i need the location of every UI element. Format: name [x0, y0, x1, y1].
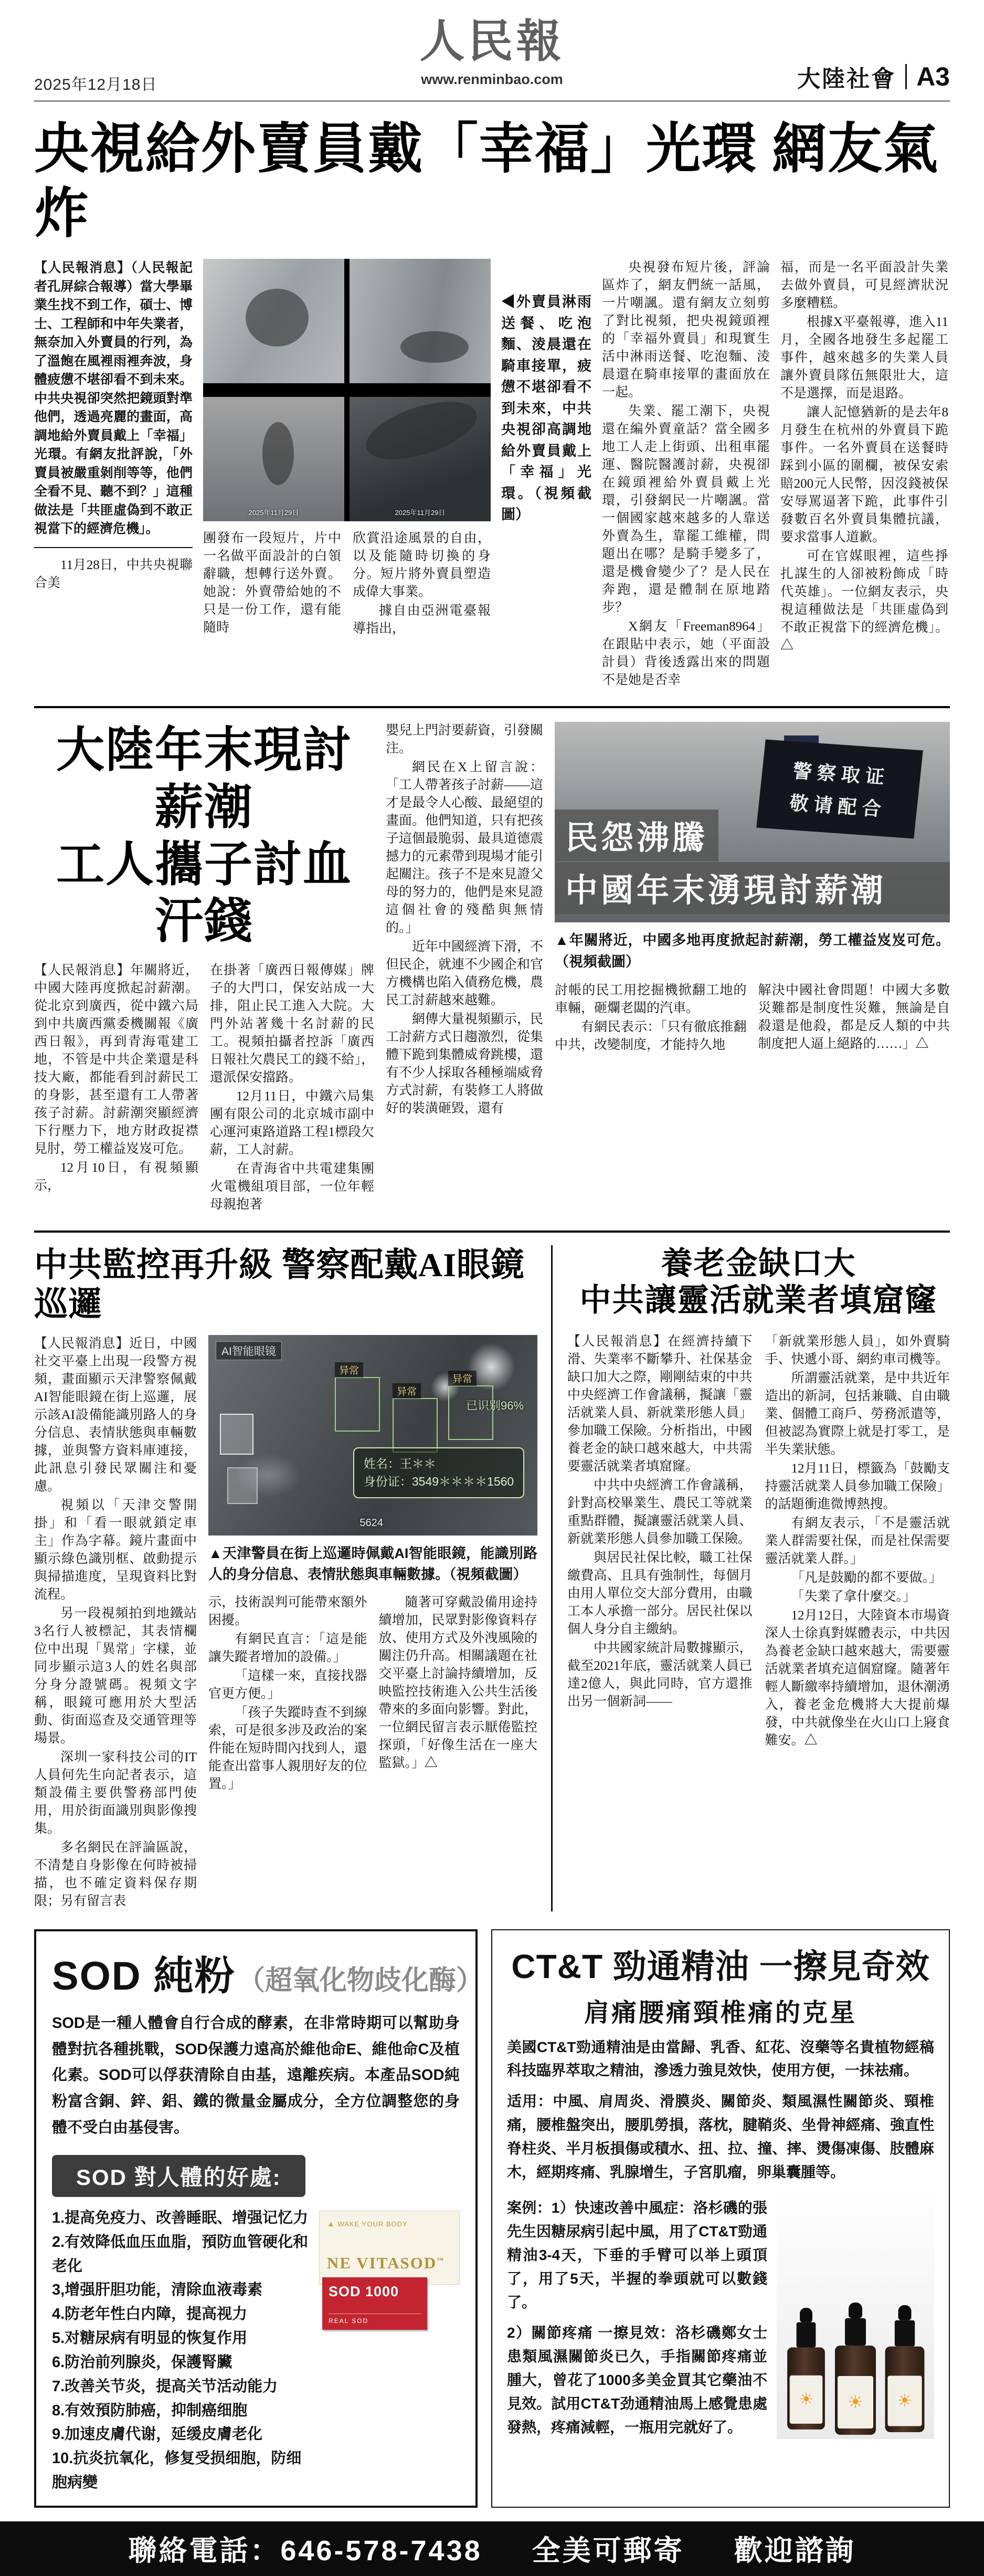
oil-bottle — [884, 2305, 926, 2432]
article1-lead: 【人民報消息】（人民報記者孔屏綜合報導）當大學畢業生找不到工作，碩士、博士、工程師和中年失業者，無奈加入外賣員的行列，為了溫飽在風裡雨裡奔波，身體疲憊不堪卻看不到未來。中共央視卻突然把鏡頭對準他們，透過亮麗的畫面，高調地給外賣員戴上「幸福」光環。有網友批評說，「外賣員被嚴重剝削等等，他們全看不見、聽不到？」這種做法是「共匪虛偽到不敢正視當下的經濟危機」。 — [34, 260, 193, 537]
article4-headline-line2: 中共讓靈活就業者填窟窿 — [579, 1283, 938, 1318]
paragraph: 根據X平臺報導，進入11月，全國各地發生多起罷工事件，越來越多的失業人員讓外賣員隊伍無限壯大，這不是選擇，而是退路。 — [780, 315, 948, 401]
paragraph: 12月11日，標籤為「鼓勵支持靈活就業人員參加職工保險」的話題衝進微博熱搜。 — [765, 1462, 950, 1512]
footer-consult: 歡迎諮詢 — [734, 2535, 856, 2567]
page-number: A3 — [916, 62, 950, 91]
article4-column1 — [567, 1333, 753, 1751]
paragraph: 解決中國社會問題！中國大多數災難都是制度性災難，無論是自殺還是他殺，都是反人類的中共制度把人逼上絕路的……」△ — [758, 983, 950, 1052]
ai-glasses-label: AI智能眼镜 — [216, 1341, 282, 1360]
article1-image-block — [203, 259, 491, 690]
bottle-cap — [895, 2320, 915, 2347]
article4-headline-line1: 養老金缺口大 — [661, 1246, 856, 1281]
bottle-label — [790, 2375, 823, 2424]
sod-intro: SOD是一種人體會自行合成的酵素，在非常時期可以幫助身體對抗各種挑戰，SOD保護力遠高於維他命E、維他命C及植化素。SOD可以俘获清除自由基，遠離疾病。本產品SOD純粉富含銅、鋅、鋁、鐵的微量金屬成分，全方位調整您的身體不受白由基侵害。 — [52, 2014, 460, 2137]
brand-name-text: NE VITASOD — [327, 2254, 437, 2273]
paragraph: 10.抗炎抗氧化，修复受损细胞，防细胞病變 — [52, 2450, 302, 2491]
nevitasod-box — [319, 2211, 460, 2285]
identity-name: 姓名：王＊＊ — [363, 1456, 436, 1470]
paragraph: 失業、罷工潮下，央視還在編外賣童話？當全國多地工人走上街頭、出租車罷運、醫院醫護討薪，央視卻在鏡頭裡給外賣員戴上光環，引發網民一片嘲諷。當一個國家越來越多的人靠送外賣為生，靠罷工維權，問題出在哪？是騎手變多了，還是機會變少了？是人民在奔跑，還是體制在原地踏步？ — [602, 404, 770, 615]
photo-blob — [400, 331, 469, 363]
articles-3-4-row — [34, 1233, 950, 1929]
paragraph: 7.改善关节炎，提高关节活动能力 — [52, 2378, 278, 2395]
header-rule — [34, 100, 950, 102]
photo-rider-traffic — [203, 397, 344, 521]
ctt-usage-text: 中風、肩周炎、滑膜炎、關節炎、類風濕性關節炎、頸椎痛，腰椎盤突出，腰肌勞損，落枕，腱鞘炎、坐骨神經痛、強直性脊柱炎、半月板損傷或積水、扭、拉、撞、摔、燙傷凍傷、肢體麻木，經期疼痛、乳腺增生，子宮肌瘤，卵巢囊腫等。 — [507, 2093, 934, 2180]
paragraph: X網友「Freeman8964」在跟貼中表示，她（平面設計員）背後透露出來的問題不是她是否幸 — [602, 619, 770, 688]
oil-bottle — [786, 2308, 826, 2430]
red-package-sub: REAL SOD — [329, 2314, 421, 2325]
paragraph: 3,增强肝胆功能，清除血液毒素 — [52, 2281, 263, 2299]
advertisement-row — [34, 1929, 950, 2508]
paragraph: 12月10日，有視頻顯示， — [34, 1160, 198, 1193]
abnormal-tag: 异常 — [335, 1362, 363, 1378]
photo-overlay-title2: 中國年末湧現討薪潮 — [555, 862, 950, 914]
paragraph: 與居民社保比較，職工社保繳費高、且具有強制性，每個月由用人單位交大部分費用，由職工本人承擔一部分。居民社保以個人身分自主繳納。 — [567, 1551, 753, 1637]
ctt-subtitle: 肩痛腰痛頸椎痛的克星 — [584, 1999, 857, 2027]
article3-headline: 中共監控再升級 警察配戴AI眼鏡巡邏 — [34, 1246, 525, 1323]
banner-line2: 敬请配合 — [788, 792, 887, 821]
police-evidence-banner — [756, 740, 923, 839]
paragraph: 示，技術誤判可能帶來額外困擾。 — [208, 1595, 367, 1627]
paragraph: 9.加速皮膚代谢，延缓皮膚老化 — [52, 2426, 263, 2443]
sod-title: SOD 純粉 — [52, 1953, 236, 1999]
website-url: www.renminbao.com — [411, 71, 573, 88]
paragraph: 「孩子失蹤時查不到線索，可是很多涉及政治的案件能在短時間內找到人，還能查出當事人親朋好友的位置。」 — [208, 1705, 367, 1791]
brand-tagline — [327, 2220, 452, 2228]
paragraph: 團發布一段短片，片中一名做平面設計的白領辭職，想轉行送外賣。她說：外賣帶給她的不只是一份工作，還有能隨時 — [203, 531, 341, 635]
article1-under-image-columns — [203, 530, 491, 639]
article3-under-columns — [208, 1594, 537, 1794]
sun-logo-icon: ☀ — [897, 2392, 913, 2411]
paragraph: 多名網民在評論區說，不清楚自身影像在何時被掃描，也不確定資料保存期限；另有留言表 — [34, 1840, 197, 1908]
article1-under-left — [203, 530, 341, 639]
paragraph: 央視發布短片後，評論區炸了，網友們統一話風，一片嘲諷。還有網友立刻剪了對比視頻，把央視鏡頭裡的「幸福外賣員」和現實生活中淋雨送餐、吃泡麵、淩晨還在騎車接單的畫面放在一起。 — [602, 260, 770, 400]
photo-rider-fallen — [350, 259, 491, 383]
ctt-case2: 2）關節疼痛 一擦見效：洛杉磯鄭女士患類風濕關節炎已久，手指關節疼痛並腫大，曾花了1000多美金買其它藥油不見效。試用CT&T劲通精油馬上感覺患處發熱，疼痛減輕，一瓶用完就好了。 — [507, 2325, 767, 2435]
photo-blob — [262, 422, 294, 485]
photo-blob — [359, 397, 483, 471]
paragraph: 據自由亞洲電臺報導指出， — [353, 604, 491, 636]
sod-product-images — [319, 2206, 460, 2495]
paragraph: 近年中國經濟下滑，不但民企，就連不少國企和官方機構也陷入債務危機，農民工討薪越來越難。 — [386, 940, 544, 1008]
paragraph: 中共國家統計局數據顯示，截至2021年底，靈活就業人員已達2億人，與此同時，官方還推出另一個新詞—— — [567, 1641, 753, 1709]
paragraph: 視頻以「天津交警開掛」和「看一眼就鎖定車主」作為字幕。鏡片畫面中顯示綠色識別框、啟動提示與掃描進度，呈現資料比對流程。 — [34, 1498, 197, 1602]
paragraph: 所謂靈活就業，是中共近年造出的新詞，包括兼職、自由職業、個體工商戶、勞務派遣等，但被認為實際上就是打零工，是半失業狀態。 — [765, 1371, 950, 1457]
paragraph: 8.有效預防肺癌，抑制癌细胞 — [52, 2402, 248, 2419]
sod-advertisement — [34, 1929, 483, 2508]
article2-left-columns — [34, 962, 374, 1215]
oil-bottle — [833, 2302, 877, 2435]
article1-column5 — [780, 259, 948, 690]
wage-protest-photo — [555, 722, 950, 922]
article2-under-left — [555, 982, 747, 1055]
surveillance-topbar — [216, 1341, 530, 1360]
article2-right — [555, 722, 950, 1214]
article3-body — [34, 1335, 537, 1911]
photo-bridge-night — [350, 397, 491, 521]
dropper-icon — [849, 2302, 862, 2318]
article1-headline: 央視給外賣員戴「幸福」光環 網友氣炸 — [34, 119, 939, 244]
paragraph: 有網民直言：「這是能讓失蹤者增加的設備。」 — [208, 1632, 367, 1664]
paragraph: 【人民報消息】年關將近，中國大陸再度掀起討薪潮。從北京到廣西，從中鐵六局到中共廣西黨委機關報《廣西日報》，再到青海電建工地，不管是中共企業還是科技大廠，都能看到討薪民工的身影，甚至還有工人帶著孩子討薪。討薪潮突顯經濟下行壓力下，地方財政捉襟見肘，勞工權益岌岌可危。 — [34, 963, 198, 1156]
article3-column3 — [379, 1594, 538, 1794]
article1-column4 — [602, 259, 770, 690]
face-frame — [220, 1414, 253, 1455]
sun-logo-icon: ☀ — [798, 2391, 814, 2409]
masthead-logo: 人民報 — [419, 16, 565, 67]
banner-line1: 警察取证 — [791, 760, 891, 788]
article1-body — [34, 259, 950, 708]
article1-column1 — [34, 259, 193, 690]
article1-photo-caption: ◀外賣員淋雨送餐、吃泡麵、淩晨還在騎車接單，疲憊不堪卻看不到未來，中共央視卻高調地給外賣員戴上「幸福」光環。（視頻截圖） — [501, 294, 591, 523]
ctt-cases — [507, 2189, 767, 2439]
paragraph: 4.防老年性白内障，提高视力 — [52, 2306, 248, 2323]
photo-rider-flood — [203, 259, 344, 383]
paragraph: 討帳的民工用挖掘機掀翻工地的車輛，砸爛老闆的汽車。 — [555, 983, 747, 1016]
section-divider — [905, 64, 907, 89]
article4-headline — [567, 1245, 950, 1320]
ctt-case1 — [507, 2196, 767, 2314]
article2-column1 — [34, 962, 198, 1215]
article2-photo-caption: ▲年關將近，中國多地再度掀起討薪潮，勞工權益岌岌可危。（視頻截圖） — [555, 932, 950, 970]
paragraph: 網民在X上留言說：「工人帶著孩子討薪——這才是最令人心酸、最絕望的畫面。他們知道，只有把孩子這個最脆弱、最具道德震撼力的元素帶到現場才能引起關注。孩子不是來見證父母的努力的，他們是來見證這個社會的殘酷與無情的。」 — [386, 760, 544, 935]
article2-left — [34, 722, 374, 1214]
identity-id: 身份证：3549＊＊＊＊1560 — [363, 1475, 514, 1489]
ctt-usage — [507, 2090, 934, 2184]
abnormal-tag: 异常 — [393, 1383, 421, 1399]
ctt-case1-text: 1）快速改善中風症：洛杉磯的張先生因糖尿病引起中風，用了CT&T勁通精油3-4天，下垂的手臂可以举上頭頂了，用了5天，半握的拳頭就可以數錢了。 — [507, 2200, 767, 2310]
paragraph: 「凡是鼓勵的都不要做。」 — [791, 1571, 943, 1585]
recognized-percent-label: 已识别96% — [465, 1399, 524, 1412]
paragraph: 1.提高免疫力、改善睡眠、增强记忆力 — [52, 2210, 309, 2227]
ctt-usage-label: 适用： — [507, 2093, 553, 2110]
article2-headline-line1: 大陸年末現討薪潮 — [56, 723, 352, 834]
paragraph: 在掛著「廣西日報傳媒」牌子的大門口，保安站成一大排，阻止民工進入大院。大門外站著幾十名討薪的民工。視頻拍攝者控訴「廣西日報社欠農民工的錢不給」，還派保安擋路。 — [210, 963, 374, 1085]
oil-bottles-photo — [777, 2189, 934, 2439]
paragraph: 6.防治前列腺炎，保護腎臟 — [52, 2353, 232, 2371]
section-box — [797, 60, 950, 93]
article2-under-columns — [555, 982, 950, 1055]
scan-box — [448, 1373, 493, 1440]
sod-benefits-title: SOD 對人體的好處: — [52, 2155, 305, 2197]
ctt-case-row — [507, 2189, 934, 2439]
sod-title-row — [52, 1944, 483, 2001]
section-name: 大陸社會 — [797, 66, 896, 92]
brand-tagline-text: WAKE YOUR BODY — [337, 2220, 408, 2228]
face-frame — [227, 1467, 258, 1504]
footer-phone: 聯絡電話：646-578-7438 — [128, 2535, 482, 2567]
trademark-symbol: ™ — [437, 2256, 445, 2264]
paragraph: 嬰兒上門討要薪資，引發關注。 — [386, 723, 544, 756]
contact-footer — [0, 2521, 984, 2576]
brand-name — [327, 2254, 452, 2273]
ai-glasses-surveillance-photo — [208, 1335, 537, 1536]
surveillance-code: 5624 — [359, 1517, 383, 1529]
photo-overlay-title1: 民怨沸騰 — [555, 809, 718, 861]
sod-benefits-list — [52, 2206, 309, 2495]
ctt-advertisement — [491, 1929, 950, 2508]
article2-under-right — [758, 982, 950, 1055]
ctt-intro: 美國CT&T勁通精油是由當歸、乳香、紅花、沒藥等名貴植物經稿科技臨界萃取之精油，滲透力強見效快，使用方便，一抹祛痛。 — [507, 2038, 934, 2079]
ctt-title: CT&T 勁通精油 一擦見奇效 — [511, 1947, 930, 1985]
dropper-icon — [898, 2305, 912, 2320]
bottle-label — [887, 2376, 922, 2426]
red-package-name: SOD 1000 — [329, 2284, 399, 2300]
photo-blob — [246, 289, 309, 346]
paragraph: 有網民表示：「只有徹底推翻中共，改變制度，才能持久地 — [555, 1020, 747, 1053]
photo-date-label: 2025年11月29日 — [395, 509, 446, 517]
bottle-cap — [797, 2322, 816, 2348]
column-rule — [34, 547, 193, 548]
article4-column2 — [765, 1333, 950, 1751]
scan-box — [335, 1365, 380, 1432]
paragraph: 有網友表示，「不是靈活就業人群需要社保，而是社保需要靈活就業人群。」 — [765, 1516, 950, 1566]
issue-date: 2025年12月18日 — [34, 76, 157, 93]
sod-title-paren: （超氧化物歧化酶） — [237, 1965, 483, 1996]
paragraph: 「失業了拿什麼交。」 — [791, 1590, 916, 1604]
article2-column3 — [386, 722, 543, 1214]
paragraph: 「這樣一來，直接找器官更方便。」 — [208, 1668, 367, 1701]
photo-date-label: 2025年11月29日 — [248, 509, 299, 517]
paragraph: 在青海省中共電建集團火電機組項目部，一位年輕母親抱著 — [210, 1161, 374, 1212]
article2 — [34, 708, 950, 1232]
paragraph: 【人民報消息】在經濟持續下滑、失業率不斷攀升、社保基金缺口加大之際，剛剛結束的中共中央經濟工作會議稱，擬讓「靈活就業人員、新就業形態人員」參加職工保險。分析指出，中國養老金的缺口越來越大，中共需要靈活就業者填窟窿。 — [567, 1334, 753, 1474]
sod-content-row — [52, 2206, 460, 2495]
article3-column1 — [34, 1335, 197, 1911]
article2-headline — [34, 722, 374, 950]
article4 — [551, 1245, 950, 1911]
article2-column2 — [210, 962, 374, 1215]
paragraph: 11月28日，中共央視聯合美 — [34, 558, 193, 590]
article3-right — [208, 1335, 537, 1911]
bottle-body — [787, 2348, 825, 2430]
paragraph: 「新就業形態人員」，如外賣騎手、快遞小哥、網約車司機等。 — [765, 1334, 950, 1367]
article3-photo-caption: ▲天津警員在街上巡邏時佩戴AI智能眼鏡，能識別路人的身分信息、表情狀態與車輛數據。（視頻截圖） — [208, 1545, 537, 1583]
paragraph: 福，而是一名平面設計失業去做外賣員，可見經濟狀況多麼糟糕。 — [780, 260, 948, 311]
paragraph: 可在官媒眼裡，這些掙扎謀生的人卻被粉飾成「時代英雄」。一位網友表示，央視這種做法是「共匪虛偽到不敢正視當下的經濟危機」。△ — [780, 549, 948, 653]
bottle-cap — [845, 2318, 866, 2346]
paragraph: 12月12日，大陸資本市場資深人士徐真對媒體表示，中共因為養老金缺口越來越大，需要靈活就業者填充這個窟窿。隨著年輕人斷繳率持續增加，退休潮湧入，養老金危機將大大提前爆發，中共就像坐在火山口上寢食難安。△ — [765, 1608, 950, 1748]
article2-headline-line2: 工人攜子討血汗錢 — [56, 837, 352, 949]
paragraph: 深圳一家科技公司的IT人員何先生向記者表示，這類設備主要供警務部門使用，用於街面識別與影像搜集。 — [34, 1750, 197, 1836]
footer-mail: 全美可郵寄 — [532, 2535, 684, 2567]
page-header — [0, 0, 984, 114]
sod-red-package — [322, 2277, 427, 2330]
masthead — [411, 16, 573, 88]
paragraph: 隨著可穿戴設備用途持續增加，民眾對影像資料存放、使用方式及外洩風險的關注仍升高。相關議題在社交平臺上討論持續增加，反映監控技術進入公共生活後帶來的多面向影響。對此，一位網民留言表示厭倦監控探頭，「好像生活在一座大監獄。」△ — [378, 1595, 537, 1770]
paragraph: 讓人記憶猶新的是去年8月發生在杭州的外賣員下跪事件。一名外賣員在送餐時踩到小區的圍欄，被保安索賠200元人民幣，因沒錢被保安辱罵逼著下跪，此事件引發數百名外賣員集體抗議，要求當事人道歉。 — [780, 405, 948, 545]
article4-columns — [567, 1333, 950, 1751]
paragraph: 中共中央經濟工作會議稱，針對高校畢業生、農民工等就業重點群體，擬讓靈活就業人員、新就業形態人員參加職工保險。 — [567, 1478, 753, 1547]
paragraph: 網傳大量視頻顯示，民工討薪方式日趨激烈，從集體下跪到集體威脅跳樓，還有不少人採取各種極端威脅方式討薪，有裝修工人將做好的裝潢砸毀，還有 — [386, 1012, 544, 1116]
paragraph: 12月11日，中鐵六局集團有限公司的北京城市副中心運河東路道路工程1標段欠薪，工人討薪。 — [210, 1089, 374, 1157]
article3 — [34, 1245, 551, 1911]
article1-under-right — [353, 530, 491, 639]
paragraph: 【人民報消息】近日，中國社交平臺上出現一段警方視頻，畫面顯示天津警察佩戴AI智能眼鏡在街上巡邏，展示該AI設備能識別路人的身分信息、表情狀態與車輛數據，並與警方資料庫連接，此訊息引發民眾關注和憂慮。 — [34, 1336, 197, 1494]
bottle-body — [885, 2347, 925, 2432]
paragraph: 2.有效降低血压血脂，預防血管硬化和老化 — [52, 2233, 309, 2275]
abnormal-tag: 异常 — [448, 1371, 477, 1386]
dropper-icon — [800, 2308, 812, 2322]
brand-triangle-icon: ▲ — [327, 2220, 335, 2229]
sun-logo-icon: ☀ — [847, 2393, 864, 2413]
scan-box — [393, 1386, 438, 1453]
article1-caption-column — [501, 259, 591, 690]
bottle-label — [838, 2376, 873, 2428]
ctt-case-label: 案例： — [507, 2200, 552, 2216]
paragraph: 另一段視頻拍到地鐵站3名行人被標記，其表情欄位中出現「異常」字樣，並同步顯示這3人的姓名與部分身分證號碼。視頻文字稱，眼鏡可應用於大型活動、街面巡查及交通管理等場景。 — [34, 1606, 197, 1746]
identity-panel — [353, 1447, 524, 1498]
delivery-riders-photo-grid — [203, 259, 491, 521]
bottle-body — [835, 2346, 876, 2435]
article3-column2 — [208, 1594, 367, 1794]
paragraph: 5.对糖尿病有明显的恢复作用 — [52, 2330, 248, 2347]
paragraph: 欣賞沿途風景的自由，以及能隨時切換的身分。短片將外賣員塑造成偉大事業。 — [353, 531, 491, 600]
